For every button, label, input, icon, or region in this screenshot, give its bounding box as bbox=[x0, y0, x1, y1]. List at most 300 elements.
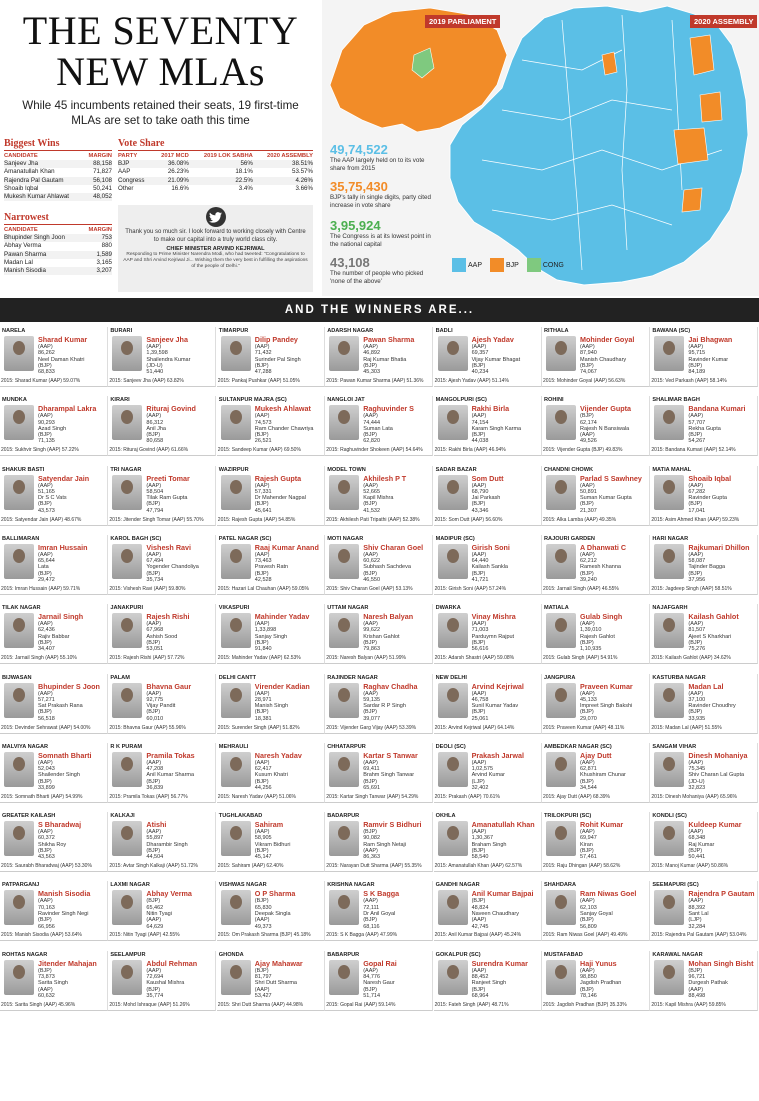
result-2015: 2015: Ved Parkash (AAP) 58.14% bbox=[651, 378, 727, 384]
result-2015: 2015: Sandeep Kumar (AAP) 69.50% bbox=[217, 447, 301, 454]
winner-name: Sahiram bbox=[254, 820, 284, 830]
winner-name: Imran Hussain bbox=[38, 542, 88, 552]
result-details: (AAP) 87,940 Manish Chaudhary (BJP) 74,067 bbox=[580, 344, 627, 376]
winner-card bbox=[542, 881, 650, 941]
result-details: (AAP) 37,100 Ravinder Choudhry (BJP) 33,935 bbox=[688, 690, 736, 722]
winner-photo bbox=[4, 683, 34, 718]
winner-photo bbox=[546, 683, 576, 718]
constituency-name: KARAWAL NAGAR bbox=[652, 951, 703, 958]
legend-bjp: BJP bbox=[490, 258, 519, 272]
result-details: (AAP) 62,417 Kusum Khatri (BJP) 44,256 bbox=[254, 759, 288, 791]
result-2015: 2015: Vijender Gupta (BJP) 49.83% bbox=[543, 447, 623, 454]
winner-photo bbox=[438, 960, 468, 995]
winner-card bbox=[325, 743, 433, 803]
table-row bbox=[118, 160, 313, 168]
winner-name: Shiv Charan Goel bbox=[363, 542, 424, 552]
result-details: (AAP) 58,504 Tilak Ram Gupta (BJP) 47,794 bbox=[146, 482, 188, 514]
constituency-name: NANGLOI JAT bbox=[327, 397, 365, 404]
winner-name: O P Sharma bbox=[254, 889, 296, 899]
winner-photo bbox=[654, 336, 684, 371]
winner-photo bbox=[654, 960, 684, 995]
result-2015: 2015: Jagdish Pradhan (BJP) 35.33% bbox=[543, 1001, 627, 1008]
table-cell: 3,207 bbox=[82, 267, 112, 275]
winner-photo bbox=[329, 683, 359, 718]
result-2015: 2015: Mahinder Yadav (AAP) 62.53% bbox=[217, 655, 301, 662]
table-row bbox=[4, 185, 112, 193]
winner-card bbox=[217, 327, 325, 387]
result-2015: 2015: Amanatullah Khan (AAP) 62.57% bbox=[434, 863, 523, 870]
constituency-name: MUNDKA bbox=[2, 397, 27, 404]
result-2015: 2015: Anil Kumar Bajpai (AAP) 45.24% bbox=[434, 932, 522, 939]
result-details: (AAP) 69,947 Kiran (BJP) 57,461 bbox=[580, 829, 597, 861]
winner-name: Vinay Mishra bbox=[471, 612, 516, 622]
winner-name: Rohit Kumar bbox=[580, 820, 624, 830]
winner-card bbox=[0, 881, 108, 941]
table-row bbox=[4, 168, 112, 176]
result-2015: 2015: Sarita Singh (AAP) 45.96% bbox=[1, 1001, 76, 1008]
winner-card bbox=[434, 951, 542, 1011]
result-details: (AAP) 88,452 Ranjeet Singh (BJP) 68,964 bbox=[471, 967, 507, 999]
result-details: (AAP) 72,111 Dr Anil Goyal (BJP) 68,116 bbox=[363, 898, 396, 930]
result-details: (AAP) 74,573 Ram Chander Chawriya (BJP) 26,521 bbox=[254, 413, 314, 445]
constituency-name: BURARI bbox=[110, 328, 133, 334]
winner-photo bbox=[4, 544, 34, 579]
result-details: (AAP) 50,891 Suman Kumar Gupta (BJP) 21,307 bbox=[580, 482, 632, 514]
table-cell: 36.08% bbox=[153, 160, 189, 168]
constituency-name: RAJOURI GARDEN bbox=[544, 535, 595, 542]
winner-card bbox=[0, 951, 108, 1011]
winner-name: Mahinder Yadav bbox=[254, 612, 310, 622]
section-title-bar: AND THE WINNERS ARE... bbox=[0, 298, 759, 322]
winner-name: Naresh Yadav bbox=[254, 750, 302, 760]
winner-photo bbox=[4, 336, 34, 371]
result-2015: 2015: Adarsh Shastri (AAP) 59.08% bbox=[434, 655, 515, 662]
result-details: (AAP) 52,043 Shailender Singh (BJP) 33,899 bbox=[38, 759, 80, 791]
winner-photo bbox=[438, 821, 468, 856]
winner-photo bbox=[221, 544, 251, 579]
winner-card bbox=[542, 466, 650, 526]
winner-name: S K Bagga bbox=[363, 889, 400, 899]
result-2015: 2015: Praveen Kumar (AAP) 48.11% bbox=[543, 724, 625, 731]
constituency-name: PATEL NAGAR (SC) bbox=[218, 535, 272, 542]
winner-photo bbox=[329, 475, 359, 510]
winner-card bbox=[108, 327, 216, 387]
result-details: (AAP) 46,758 Sunil Kumar Yadav (BJP) 25,061 bbox=[471, 690, 519, 722]
winner-name: Jai Bhagwan bbox=[688, 335, 733, 344]
winner-photo bbox=[546, 613, 576, 648]
result-2015: 2015: Kapil Mishra (AAP) 59.85% bbox=[651, 1001, 726, 1008]
table-header: 2020 ASSEMBLY bbox=[267, 153, 313, 159]
winner-card bbox=[217, 535, 325, 595]
result-details: (AAP) 58,087 Tajinder Bagga (BJP) 37,956 bbox=[688, 551, 726, 584]
result-2015: 2015: Om Prakash Sharma (BJP) 45.18% bbox=[217, 932, 311, 939]
result-details: (AAP) 68,790 Jai Parkash (BJP) 43,346 bbox=[471, 482, 501, 514]
winner-name: Raghuvinder S bbox=[363, 404, 414, 414]
result-2015: 2015: Shri Dutt Sharma (AAP) 44.98% bbox=[217, 1001, 304, 1008]
constituency-name: BALLIMARAN bbox=[2, 535, 40, 542]
constituency-name: OKHLA bbox=[435, 813, 456, 820]
winner-card bbox=[325, 466, 433, 526]
result-details: (AAP) 71,432 Surinder Pal Singh (BJP) 47,288 bbox=[254, 344, 301, 376]
twitter-bird-icon bbox=[206, 207, 226, 227]
winner-card bbox=[434, 743, 542, 803]
constituency-name: MEHRAULI bbox=[218, 743, 249, 750]
winner-photo bbox=[221, 336, 251, 371]
table-cell: 3,165 bbox=[96, 258, 112, 266]
constituency-name: GANDHI NAGAR bbox=[435, 882, 480, 889]
table-row bbox=[4, 259, 112, 267]
winner-photo bbox=[438, 683, 468, 718]
winner-name: Madan Lal bbox=[688, 681, 724, 691]
winner-photo bbox=[654, 475, 684, 510]
result-2015: 2015: Jarnail Singh (AAP) 46.55% bbox=[543, 585, 619, 592]
result-2015: 2015: Girish Soni (AAP) 57.24% bbox=[434, 585, 507, 592]
result-details: (AAP) 72,694 Kaushal Mishra (BJP) 35,774 bbox=[146, 967, 185, 999]
winner-card bbox=[325, 604, 433, 664]
winner-name: Sanjeev Jha bbox=[146, 335, 188, 344]
winner-photo bbox=[329, 336, 359, 371]
result-2015: 2015: Rituraj Govind (AAP) 61.66% bbox=[109, 447, 189, 454]
table-cell: Amanatullah Khan bbox=[4, 168, 55, 176]
table-cell: 48,052 bbox=[83, 193, 112, 201]
label-2019: 2019 PARLIAMENT bbox=[425, 15, 500, 28]
result-details: (AAP) 81,507 Ajeet S Kharkhari (BJP) 75,276 bbox=[688, 621, 732, 653]
table-cell: 1,589 bbox=[82, 251, 112, 259]
winner-name: Jitender Mahajan bbox=[38, 958, 97, 968]
winner-name: Kuldeep Kumar bbox=[688, 820, 742, 830]
winner-card bbox=[542, 743, 650, 803]
winner-card bbox=[434, 812, 542, 872]
winner-card bbox=[0, 674, 108, 734]
result-details: (BJP) 48,824 Naveen Chaudhary (AAP) 42,745 bbox=[471, 898, 519, 930]
winner-photo bbox=[546, 336, 576, 371]
table-row bbox=[118, 168, 313, 176]
winner-name: Ramvir S Bidhuri bbox=[363, 820, 422, 830]
result-details: (AAP) 65,644 Lata (BJP) 29,472 bbox=[38, 551, 55, 584]
winner-card bbox=[217, 604, 325, 664]
winner-name: Haji Yunus bbox=[580, 958, 617, 968]
result-details: (AAP) 62,436 Rajiv Babbar (BJP) 34,407 bbox=[38, 621, 70, 653]
result-details: (AAP) 84,776 Naresh Gaur (BJP) 51,714 bbox=[363, 967, 395, 999]
winner-name: Rituraj Govind bbox=[146, 404, 196, 414]
result-2015: 2015: Gulab Singh (AAP) 54.91% bbox=[543, 655, 618, 662]
winner-card bbox=[325, 812, 433, 872]
result-2015: 2015: Sanjeev Jha (AAP) 63.82% bbox=[109, 378, 184, 384]
table-row bbox=[4, 160, 112, 168]
winner-photo bbox=[329, 890, 359, 925]
winner-photo bbox=[654, 821, 684, 856]
page-title: THE SEVENTY NEW MLAs bbox=[22, 8, 299, 94]
winner-name: Vishesh Ravi bbox=[146, 542, 192, 552]
winner-name: Anil Kumar Bajpai bbox=[471, 889, 534, 899]
result-details: (AAP) 86,312 Anil Jha (BJP) 80,658 bbox=[146, 413, 166, 445]
result-details: (AAP) 71,003 Parduymn Rajput (BJP) 56,616 bbox=[471, 621, 515, 653]
table-row bbox=[4, 267, 112, 275]
constituency-name: SHAKUR BASTI bbox=[2, 466, 45, 473]
result-2015: 2015: Bhavna Gaur (AAP) 55.96% bbox=[109, 724, 186, 731]
result-2015: 2015: Devinder Sehrawat (AAP) 54.00% bbox=[1, 724, 91, 731]
table-row bbox=[4, 251, 112, 259]
result-2015: 2015: Somnath Bharti (AAP) 54.99% bbox=[1, 793, 83, 800]
constituency-name: CHHATARPUR bbox=[327, 743, 366, 750]
winner-name: Bhupinder S Joon bbox=[38, 681, 100, 691]
table-cell: Madan Lal bbox=[4, 258, 33, 266]
result-details: (AAP) 1,39,010 Rajesh Gahlot (BJP) 1,10,935 bbox=[580, 621, 615, 653]
winner-name: Dilip Pandey bbox=[254, 335, 298, 344]
winner-photo bbox=[4, 890, 34, 925]
label-2020: 2020 ASSEMBLY bbox=[690, 15, 757, 28]
table-row bbox=[4, 242, 112, 250]
constituency-name: VIKASPURI bbox=[218, 605, 250, 612]
table-cell: BJP bbox=[118, 160, 153, 168]
constituency-name: TRI NAGAR bbox=[110, 466, 142, 473]
stat-bjp-votes: 35,75,430 BJP's tally in single digits, party cited increase in vote share bbox=[330, 179, 431, 209]
result-details: (AAP) 64,440 Kailash Sankla (BJP) 41,721 bbox=[471, 551, 508, 584]
constituency-name: SULTANPUR MAJRA (SC) bbox=[218, 397, 287, 404]
winner-name: Raghav Chadha bbox=[363, 681, 418, 691]
constituency-name: VISHWAS NAGAR bbox=[218, 882, 267, 889]
constituency-name: UTTAM NAGAR bbox=[327, 605, 369, 612]
winner-photo bbox=[112, 613, 142, 648]
constituency-name: KAROL BAGH (SC) bbox=[110, 535, 162, 542]
result-2015: 2015: Ajay Dutt (AAP) 68.39% bbox=[543, 793, 610, 800]
winner-photo bbox=[654, 405, 684, 440]
winner-card bbox=[0, 396, 108, 456]
result-details: (AAP) 58,905 Vikram Bidhuri (BJP) 45,147 bbox=[254, 829, 291, 861]
result-2015: 2015: Satyendar Jain (AAP) 48.67% bbox=[1, 516, 82, 523]
winner-card bbox=[0, 743, 108, 803]
result-2015: 2015: Alka Lamba (AAP) 49.35% bbox=[543, 516, 617, 523]
table-cell: Sanjeev Jha bbox=[4, 160, 83, 168]
result-details: (AAP) 90,293 Azad Singh (BJP) 71,135 bbox=[38, 413, 67, 445]
result-2015: 2015: Jagdeep Singh (AAP) 58.51% bbox=[651, 585, 732, 592]
broom-icon bbox=[452, 258, 466, 272]
winner-card bbox=[434, 396, 542, 456]
table-cell: Other bbox=[118, 184, 134, 192]
lotus-icon bbox=[490, 258, 504, 272]
winner-name: Shoaib Iqbal bbox=[688, 473, 732, 483]
table-cell: 21.09% bbox=[153, 177, 189, 185]
result-details: (AAP) 62,212 Ramesh Khanna (BJP) 39,240 bbox=[580, 551, 621, 584]
constituency-name: TRILOKPURI (SC) bbox=[544, 813, 592, 820]
winner-name: Manish Sisodia bbox=[38, 889, 91, 899]
winner-photo bbox=[112, 960, 142, 995]
winner-name: Bhavna Gaur bbox=[146, 681, 192, 691]
winner-card bbox=[650, 743, 758, 803]
result-2015: 2015: Rajesh Gupta (AAP) 54.85% bbox=[217, 516, 296, 523]
result-details: (AAP) 55,897 Dharambir Singh (BJP) 44,504 bbox=[146, 829, 188, 861]
winner-name: Vijender Gupta bbox=[580, 404, 631, 414]
result-2015: 2015: Manish Sisodia (AAP) 53.64% bbox=[1, 932, 82, 939]
winner-name: Rakhi Birla bbox=[471, 404, 510, 414]
winner-photo bbox=[221, 405, 251, 440]
result-2015: 2015: Bandana Kumari (AAP) 52.14% bbox=[651, 447, 736, 454]
constituency-name: KASTURBA NAGAR bbox=[652, 674, 706, 681]
winner-name: Abhay Verma bbox=[146, 889, 192, 899]
result-details: (AAP) 1,33,898 Sanjay Singh (BJP) 91,840 bbox=[254, 621, 288, 653]
winner-card bbox=[108, 535, 216, 595]
result-2015: 2015: Fateh Singh (AAP) 48.71% bbox=[434, 1001, 509, 1008]
constituency-name: SHAHDARA bbox=[544, 882, 577, 889]
table-cell: 88,158 bbox=[83, 160, 112, 168]
result-details: (AAP) 73,463 Pravesh Ratn (BJP) 42,528 bbox=[254, 551, 289, 584]
winner-photo bbox=[438, 613, 468, 648]
result-details: (AAP) 60,372 Shikha Roy (BJP) 43,563 bbox=[38, 829, 67, 861]
winner-photo bbox=[221, 890, 251, 925]
winner-photo bbox=[546, 405, 576, 440]
legend-cong: CONG bbox=[527, 258, 564, 272]
result-2015: 2015: Som Dutt (AAP) 56.60% bbox=[434, 516, 503, 523]
winner-card bbox=[542, 327, 650, 387]
result-2015: 2015: Hazari Lal Chauhan (AAP) 59.05% bbox=[217, 585, 309, 592]
constituency-name: RAJINDER NAGAR bbox=[327, 674, 378, 681]
result-details: (AAP) 1,02,575 Arvind Kumar (LJP) 32,402 bbox=[471, 759, 505, 791]
winner-photo bbox=[112, 544, 142, 579]
table-cell: 16.6% bbox=[171, 184, 189, 192]
winner-card bbox=[542, 396, 650, 456]
winner-card bbox=[108, 812, 216, 872]
winner-photo bbox=[654, 544, 684, 579]
table-cell: 22.5% bbox=[189, 177, 253, 185]
constituency-name: KALKAJI bbox=[110, 813, 135, 820]
table-header: CANDIDATE bbox=[4, 227, 38, 233]
constituency-name: AMBEDKAR NAGAR (SC) bbox=[544, 743, 612, 750]
winner-name: Abdul Rehman bbox=[146, 958, 198, 968]
result-details: (AAP) 98,850 Jagdish Pradhan (BJP) 78,146 bbox=[580, 967, 622, 999]
winner-photo bbox=[546, 544, 576, 579]
winner-name: Girish Soni bbox=[471, 542, 510, 552]
winner-card bbox=[217, 951, 325, 1011]
result-2015: 2015: Dinesh Mohaniya (AAP) 65.96% bbox=[651, 793, 737, 800]
winner-card bbox=[108, 396, 216, 456]
constituency-name: BAWANA (SC) bbox=[652, 328, 691, 334]
result-details: (AAP) 74,444 Suman Lata (BJP) 62,820 bbox=[363, 413, 393, 445]
winner-photo bbox=[546, 960, 576, 995]
constituency-name: ADARSH NAGAR bbox=[327, 328, 374, 334]
winner-photo bbox=[438, 890, 468, 925]
constituency-name: BADARPUR bbox=[327, 813, 360, 820]
winner-card bbox=[325, 396, 433, 456]
stat-cong-votes: 3,95,924 The Congress is at its lowest point in the national capital bbox=[330, 218, 431, 248]
constituency-name: GOKALPUR (SC) bbox=[435, 951, 481, 958]
result-2015: 2015: Jarnail Singh (AAP) 55.10% bbox=[1, 655, 77, 662]
constituency-name: ROHINI bbox=[544, 397, 564, 404]
winner-photo bbox=[221, 613, 251, 648]
winner-card bbox=[325, 881, 433, 941]
constituency-name: MOTI NAGAR bbox=[327, 535, 364, 542]
result-details: (AAP) 88,392 Sant Lal (LJP) 32,284 bbox=[688, 898, 709, 930]
winner-card bbox=[325, 951, 433, 1011]
constituency-name: MODEL TOWN bbox=[327, 466, 366, 473]
constituency-name: DELHI CANTT bbox=[218, 674, 257, 681]
table-cell: Rajendra Pal Gautam bbox=[4, 177, 83, 185]
winner-photo bbox=[654, 752, 684, 787]
winner-photo bbox=[546, 821, 576, 856]
winner-card bbox=[650, 396, 758, 456]
constituency-name: SANGAM VIHAR bbox=[652, 743, 697, 750]
winner-card bbox=[217, 396, 325, 456]
table-header: MARGIN bbox=[88, 227, 112, 233]
result-2015: 2015: Rajendra Pal Gautam (AAP) 53.04% bbox=[651, 932, 747, 939]
table-cell: 3.4% bbox=[238, 184, 253, 192]
page-subtitle: While 45 incumbents retained their seats, 19 first-time MLAs are set to take oath this time bbox=[22, 99, 299, 127]
result-2015: 2015: Sharad Kumar (AAP) 59.07% bbox=[1, 378, 81, 384]
winner-photo bbox=[438, 475, 468, 510]
winner-photo bbox=[329, 613, 359, 648]
winner-photo bbox=[546, 890, 576, 925]
winner-name: Atishi bbox=[146, 820, 167, 830]
constituency-name: BADLI bbox=[435, 328, 453, 334]
winner-card bbox=[542, 535, 650, 595]
constituency-name: TIMARPUR bbox=[218, 328, 249, 334]
result-details: (AAP) 74,154 Karam Singh Karma (BJP) 44,038 bbox=[471, 413, 522, 445]
constituency-name: TILAK NAGAR bbox=[2, 605, 41, 612]
winner-name: Gopal Rai bbox=[363, 958, 397, 968]
result-details: (AAP) 28,971 Manish Singh (BJP) 18,381 bbox=[254, 690, 289, 722]
winner-photo bbox=[221, 475, 251, 510]
table-row bbox=[118, 185, 313, 193]
constituency-name: RITHALA bbox=[544, 328, 569, 334]
result-details: (AAP) 67,494 Yogender Chandoliya (BJP) 35,734 bbox=[146, 551, 199, 584]
winner-photo bbox=[112, 405, 142, 440]
table-cell: 50,241 bbox=[93, 184, 112, 192]
winner-photo bbox=[4, 960, 34, 995]
winner-photo bbox=[329, 960, 359, 995]
winner-name: Rajesh Rishi bbox=[146, 612, 190, 622]
result-details: (AAP) 69,411 Brahm Singh Tanwar (BJP) 65,691 bbox=[363, 759, 415, 791]
winner-card bbox=[434, 535, 542, 595]
table-cell: 4.26% bbox=[253, 177, 313, 185]
result-2015: 2015: S K Bagga (AAP) 47.99% bbox=[326, 932, 398, 939]
winner-photo bbox=[4, 752, 34, 787]
winner-name: Dharampal Lakra bbox=[38, 404, 97, 414]
winner-card bbox=[650, 674, 758, 734]
winner-name: Rajendra P Gautam bbox=[688, 889, 755, 899]
constituency-name: KIRARI bbox=[110, 397, 130, 404]
winner-name: Raaj Kumar Anand bbox=[254, 542, 319, 552]
table-cell: 71,827 bbox=[93, 168, 112, 176]
table-cell: 56,108 bbox=[83, 177, 112, 185]
constituency-name: CHANDNI CHOWK bbox=[544, 466, 594, 473]
winner-card bbox=[650, 327, 758, 387]
table-header: CANDIDATE bbox=[4, 153, 38, 159]
winner-card bbox=[217, 881, 325, 941]
winner-name: Ram Niwas Goel bbox=[580, 889, 637, 899]
winner-name: Satyendar Jain bbox=[38, 473, 90, 483]
winner-card bbox=[0, 812, 108, 872]
winner-card bbox=[108, 466, 216, 526]
constituency-name: ROHTAS NAGAR bbox=[2, 951, 48, 958]
result-details: (AAP) 99,622 Krishan Gahlot (BJP) 79,863 bbox=[363, 621, 400, 653]
result-details: (AAP) 75,345 Shiv Charan Lal Gupta (JD-U) 32,823 bbox=[688, 759, 745, 791]
winner-card bbox=[434, 327, 542, 387]
winner-photo bbox=[654, 613, 684, 648]
winner-card bbox=[217, 466, 325, 526]
winner-card bbox=[650, 535, 758, 595]
winner-photo bbox=[438, 336, 468, 371]
result-details: (AAP) 67,282 Ravinder Gupta (BJP) 17,041 bbox=[688, 482, 727, 514]
table-cell: 38.51% bbox=[253, 160, 313, 168]
constituency-name: JANGPURA bbox=[544, 674, 576, 681]
winner-name: Mohinder Goyal bbox=[580, 335, 635, 344]
result-2015: 2015: Raghuvinder Shokeen (AAP) 54.64% bbox=[326, 447, 423, 454]
table-row bbox=[118, 177, 313, 185]
winner-name: Dinesh Mohaniya bbox=[688, 750, 748, 760]
result-2015: 2015: Nitin Tyagi (AAP) 42.55% bbox=[109, 932, 180, 939]
winner-photo bbox=[4, 405, 34, 440]
biggest-wins-heading: Biggest Wins bbox=[4, 138, 112, 151]
result-details: (AAP) 57,271 Sat Prakash Rana (BJP) 56,518 bbox=[38, 690, 83, 722]
